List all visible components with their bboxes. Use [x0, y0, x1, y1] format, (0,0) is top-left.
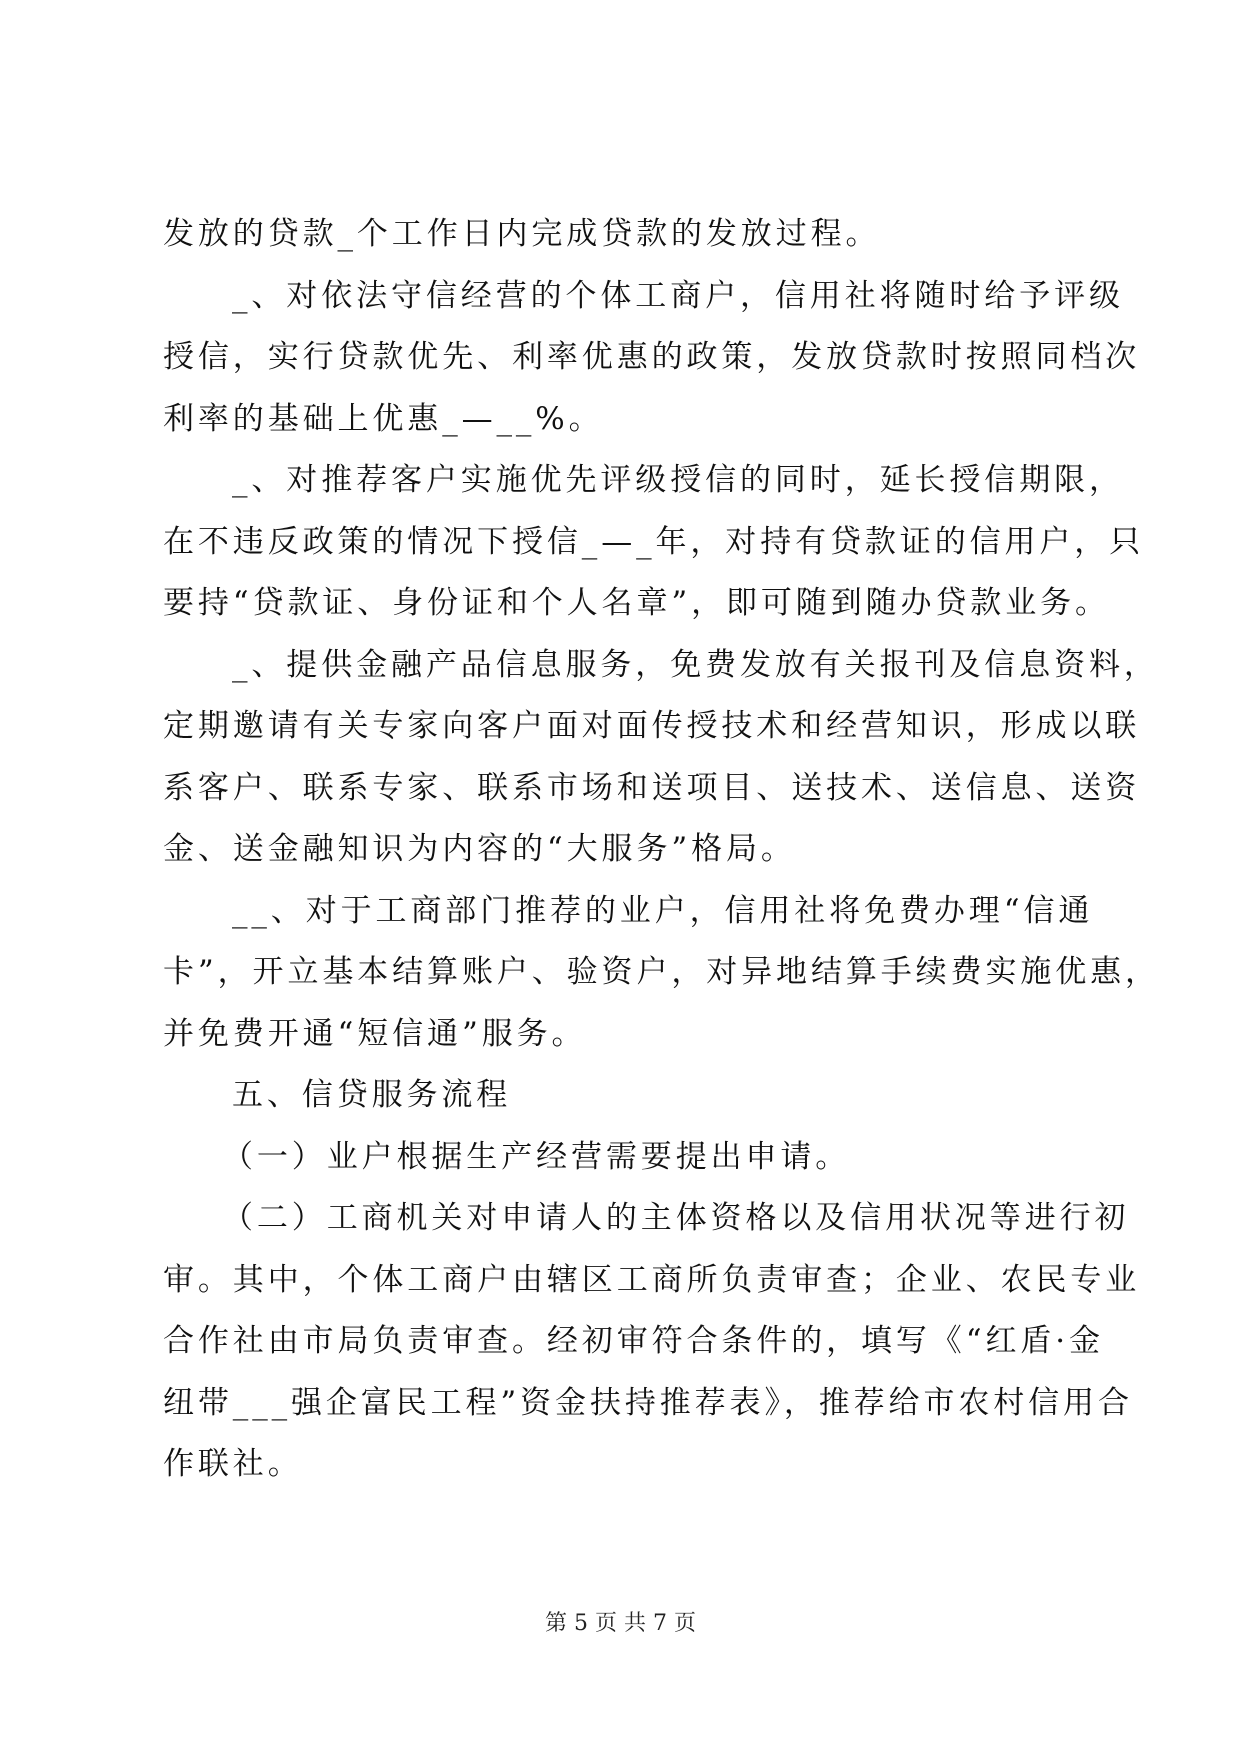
text-line: （二）工商机关对申请人的主体资格以及信用状况等进行初 — [222, 1200, 1130, 1236]
text-line: _、对推荐客户实施优先评级授信的同时，延长授信期限， — [232, 462, 1124, 498]
text-line: 作联社。 — [163, 1446, 303, 1482]
text-line: 合作社由市局负责审查。经初审符合条件的，填写《“红盾·金 — [163, 1323, 1104, 1359]
text-line: _、提供金融产品信息服务，免费发放有关报刊及信息资料， — [232, 646, 1159, 683]
text-line: 定期邀请有关专家向客户面对面传授技术和经营知识，形成以联 — [163, 708, 1141, 744]
text-line: _、对依法守信经营的个体工商户，信用社将随时给予评级 — [232, 277, 1124, 314]
text-line: 卡”，开立基本结算账户、验资户，对异地结算手续费实施优惠， — [163, 954, 1160, 990]
text-line: 利率的基础上优惠_—__%。 — [163, 400, 604, 437]
text-line: __、对于工商部门推荐的业户，信用社将免费办理“信通 — [232, 892, 1094, 929]
text-line: 发放的贷款_个工作日内完成贷款的发放过程。 — [163, 216, 881, 252]
text-line: 要持“贷款证、身份证和个人名章”，即可随到随办贷款业务。 — [163, 585, 1110, 621]
text-line: 授信，实行贷款优先、利率优惠的政策，发放贷款时按照同档次 — [163, 339, 1141, 375]
document-body — [163, 204, 1160, 1496]
text-line: 纽带___强企富民工程”资金扶持推荐表》，推荐给市农村信用合 — [163, 1384, 1133, 1421]
text-line: 系客户、联系专家、联系市场和送项目、送技术、送信息、送资 — [163, 769, 1141, 806]
text-line: 并免费开通“短信通”服务。 — [163, 1015, 587, 1052]
page-number: 第 5 页 共 7 页 — [545, 1611, 696, 1636]
text-line: 金、送金融知识为内容的“大服务”格局。 — [163, 831, 796, 867]
text-line: 在不违反政策的情况下授信_—_年，对持有贷款证的信用户，只 — [163, 523, 1145, 560]
text-line: 审。其中，个体工商户由辖区工商所负责审查；企业、农民专业 — [163, 1261, 1141, 1298]
section-heading: 五、信贷服务流程 — [232, 1077, 512, 1113]
text-line: （一）业户根据生产经营需要提出申请。 — [222, 1138, 851, 1175]
